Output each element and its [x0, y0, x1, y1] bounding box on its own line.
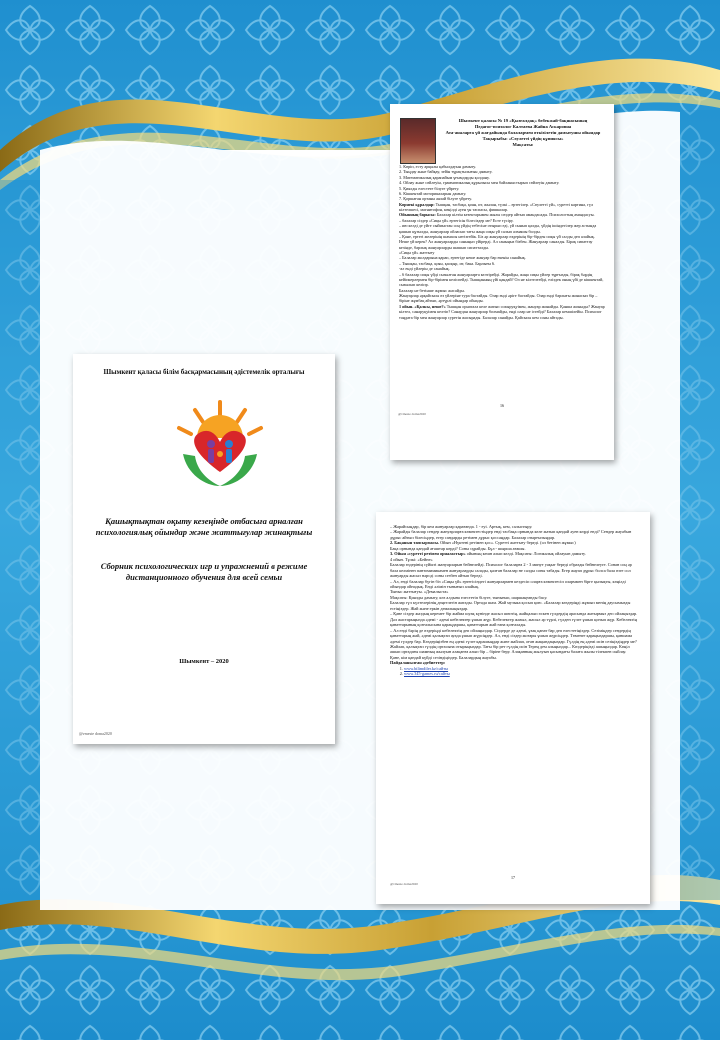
cover-organization: Шымкент қаласы білім басқармасының әдістемелік орталығы	[103, 368, 305, 376]
references-list	[390, 666, 638, 677]
header-kindergarten: Шымкент қаласы № 19 «Қызғалдақ» бөбекжай-бақшасының	[458, 118, 588, 123]
reference-link[interactable]: www.345-games.ru/сайты	[404, 671, 450, 677]
page-17	[376, 512, 650, 904]
game4-title: 4 ойын. Тұлкі: «Бейне»	[390, 556, 433, 562]
course-label: Ойынның барысы:	[399, 212, 436, 218]
text-line: – Ал енді бәрің де өздеріңді көбелектің деп ойлаңыздар. Сіздерде де әдемі, ұзақ қанат бар деп елестетіңіздер. Сезіміңдер сендердің қанаттарың жай, әдемі қалықтап ауада ұшып жүрсіңдер. Ал, енді сіздер жоғары ұшып жүрсіңдер. Төменге қараңыздаршы, қаншама әдемі гүлдер бар. Көздеріңізбен ең әдемі гүлге қарашыңдар және жайлап, оған жақындаңыздар. Гүлдің ең әдемі исін сезіңіздіңдер ме? Жайлап, қалықтап гүлдің ортасына отырыңыздар. Тағы бір рет гүлдің исін Терең дем алыңыздар... Көздеріңізді ашыңыздар. Көңіл ашып ортадағы шамның жылуын алақанға алып бір – біріне беру. Алақанның жылуын қасындағы балаға жылы тілекпен сыйлау.	[390, 627, 637, 655]
course-paragraph	[399, 212, 605, 217]
text-line: – балалар сіздер «Сиқы үй» ертегісін білесіздер ме? Есте түсіру.	[399, 217, 514, 223]
reference-link[interactable]: www.bilimdiler.kz/сайты	[404, 665, 449, 671]
text-line: – 6 балалар сиқы үйді сызылған жануарларға келтірейді. Жарайды, жаңа сиқы үйлер тұрғызды, бірақ бәрдің кейіпкерлермен бір-бірімен келіспейді. Тышқанның үйі қандай? Ол не кілтелтейді, еліздек оның үйі де кішкентай, сызылып келіпр.	[399, 271, 604, 288]
header-subject: Ата-аналарға үй жағдайында балалармен өткізілетін дамытушы ойындар	[445, 129, 601, 135]
text-line: Балалар өздерінің сүйікті жануарларын бейнелейді. Психолог балаларға 2 - 3 минут уақыт береді образды бейнелеуге. Сонан соң әр бала келмінен пантомимикамен жануарларды салады, қалған балалар не салды соны табады. Егер жауап дұрыс болса бала өзге сол жануарды жасыз нәрсді соны сезбен айтып береді.	[390, 562, 632, 579]
reference-item	[404, 671, 638, 676]
text-line: Мақсаты: Қиялды дамыту, көз алдына елестетіп білуге, тынығып, шаршаңғанды басу.	[390, 594, 548, 600]
materials-text: Тышқан, тасбақа, қоян, ит, жылан, түлкі – ертегілер. «Сөулетті үй», суретті картина, гүл кілтелшесі, магнитофон, көңілді әуен үн таспасы, фишкалар.	[399, 201, 594, 212]
text-line: -ал енді үйлерін де санайық.	[399, 266, 450, 272]
goal-item: 6. Кішкентай моторикаларын дамыту.	[399, 190, 467, 196]
page-16-body	[399, 164, 605, 320]
task2-question: Бақа орнында қандай ағаштар көрді? Соны сұрайды. Бұл - шырша ағашы.	[390, 545, 526, 551]
text-line: – Балалар жолдарына қарап, ертегіде неше жануар бар екенін санайық.	[399, 255, 526, 261]
page-17-watermark: @vmeste doma2020	[390, 881, 418, 886]
goal-item: 5. Қиялды елестете білуге үйрету.	[399, 185, 460, 191]
task2-label: 2. Бақанын тапсырмасы.	[390, 540, 439, 546]
goal-item: 3. Математикалық қарапайым ұғымдарды қолдану.	[399, 174, 490, 180]
goals-title: Мақсаты:	[512, 141, 534, 147]
text-line: Балалар не бетінше жұмыс жасайды.	[399, 287, 465, 293]
text-line: – Жарайды балалар сендер жануарларға көмектестіңдер енді тасбақа орнында келе жатып қандай әуен көрді енді? Сендер жауабын дұрыс айтып білесіңдер, егер сандарды ретімен дұрыс қоссаңдар. Балалар отырғызыңдар.	[390, 529, 632, 540]
text-line: – Жарайсыңдар, бір кем жануарлар қарағанда. 1 - еуі. Артық, кем, салыстыру.	[390, 524, 533, 529]
game1-paragraph	[399, 304, 605, 320]
cover-page	[73, 354, 335, 744]
goal-item: 7. Қоршаған ортаны аялай білуге үйрету.	[399, 196, 472, 202]
page-number: 17	[511, 874, 515, 880]
page-16	[390, 104, 614, 460]
references-title-text: Пайдаланылған әдебиеттер:	[390, 660, 446, 666]
page-number: 16	[500, 402, 504, 408]
text-line: Тыныс жаттығуы. «Демалыста»	[390, 589, 449, 595]
game1-label: 1 ойын. «Қалкы, неше?»	[399, 303, 446, 309]
page-16-header	[440, 118, 606, 148]
text-line: «Сиқы үй» жаттығу	[399, 250, 435, 255]
cover-title-kazakh: Қашықтықтан оқыту кезеңінде отбасыға арналған психологиялық ойындар және жаттығулар жинақтығы	[95, 516, 313, 538]
family-sun-logo-icon	[165, 394, 275, 494]
cover-city-year: Шымкент – 2020	[179, 658, 229, 665]
materials-paragraph	[399, 202, 605, 213]
text-line: Балалар гүл күлтелерінің дөңгелегін жатады. Ортада шам. Жай музыка қосып қою. «Балалар көздеріңді жұмып менің даусымызды естіңіздер. Жай және еркін демалыңыздар.	[390, 600, 631, 611]
text-line: Жануарлар әрқайсысы өз үйлеріне тура бастайды. Олар енді әріге бастайды. Олар енді барлығы жинасып бір – біріне жұмбақ айтып, әртүрлі ойындар ойнады.	[399, 293, 598, 304]
text-line: – Тышқан, тасбақа, қоян, қасқыр, ит, бака. Барлығы 6.	[399, 260, 496, 266]
course-text: Балалар кілтін кезектарымен жылы сөздер айтып амандасады. Психологтың амандасуы.	[436, 212, 595, 218]
goal-item: 1. Көріп, есту арқылы қабылдауын дамыту.	[399, 164, 477, 169]
cover-title-russian: Сборник психологических игр и упражнений в режиме дистанционного обучения для всей семьи	[100, 561, 308, 583]
page-17-body	[390, 524, 638, 677]
cover-watermark: @vmeste doma2020	[79, 731, 112, 736]
text-line: – Қане сіздер жаздың керемет бір жайма шуақ күнінде жасыл шөптің, жайқалып өскен гүлдердің арасында жатырмыз деп ойлаңыздар. Дәл жастарыңызда әдемі - әдемі көбелектер ұшып жүр. Көбелектер жазыл, жасыл әр түрлі, гүлден гүлге ұшып қонып жүр. Көбелектің қанаттарының қозғалысына қараңдаршы, қанаттарын жай ғана қозғалады.	[390, 611, 638, 628]
task3-text: ойының кешн алып келді. Мақсаты: Логикалық ойлауын дамыту.	[466, 551, 586, 557]
task3-label: 3. Ойын «суретті ретімен орналастыр»	[390, 551, 466, 557]
header-author: Педагог-психолог Калтаева Жайна Аскаровна	[474, 123, 572, 129]
page-16-watermark: @vmeste doma2020	[398, 411, 426, 416]
goal-item: 4. Ойлау және сөйлеуін, грамматикалық құрылысы мен байланыстырып сөйлеуін дамыту.	[399, 180, 560, 186]
text-line: – Ал, енді балалар бүгін біз «Сиқы үй» ертегісіндегі жануарлармен кездесіп оларға көмектесіп оларммен бірге қызықты, көңілді ойындар ойнадық. Енді әлімін тынығып алайық.	[390, 578, 626, 589]
author-photo	[400, 118, 436, 164]
text-line: – Қане, ертегі желерінің шамасы негізгейік. Біз әр жануарлар өздерінің бір-бірден сиқы үй салды деп алайық. Неше үй керек? Ал жануарларды саныңыз үйірерді. Ал саныңыз бізбен. Жануарлар саналды. Бірақ сипаттау кезінде, барлық жануарларды шашып сипатталды.	[399, 233, 595, 250]
text-line: Қане, кім қандай күйді сезіндіңіздер. Балалардың жауабы.	[390, 654, 497, 660]
task2-text: Ойын «Нүктені ретімен қос». Суретті жаттығу береді. (ол бетінен жұмыс)	[440, 540, 576, 546]
game1-text: Тышқан орнатала келе жатып сохыруқуімен, жануар жинайды. Қанша жоныды? Жануар кілтел, санаруқуімен келтіп? Санаудан жануарлар болмайды, енді олар не істейді? Балалар кемшілейін. Психолог таңдата бір мен жануарлар суретін жасырады. Балалар санайды. Қайсысы кем соны айтады.	[399, 303, 605, 320]
materials-label: Көрнекі құралдар:	[399, 201, 435, 207]
text-line: – ию келді де үйге сыйиыстан соң үйдің тебесіне отырып еді, үй сынып қалды, үйдің ішіндегілер жер астында қашып құтылды, жануарлар ойласып тағы жаңа сиқы үй салып алмашы болды.	[399, 223, 597, 234]
goal-item: 2. Тыңдау және байқау, зейін тұрақтылығын дамыту.	[399, 169, 493, 175]
header-topic: Тақырыбы: «Сөулетті үйдің құпиясы»	[482, 135, 564, 141]
